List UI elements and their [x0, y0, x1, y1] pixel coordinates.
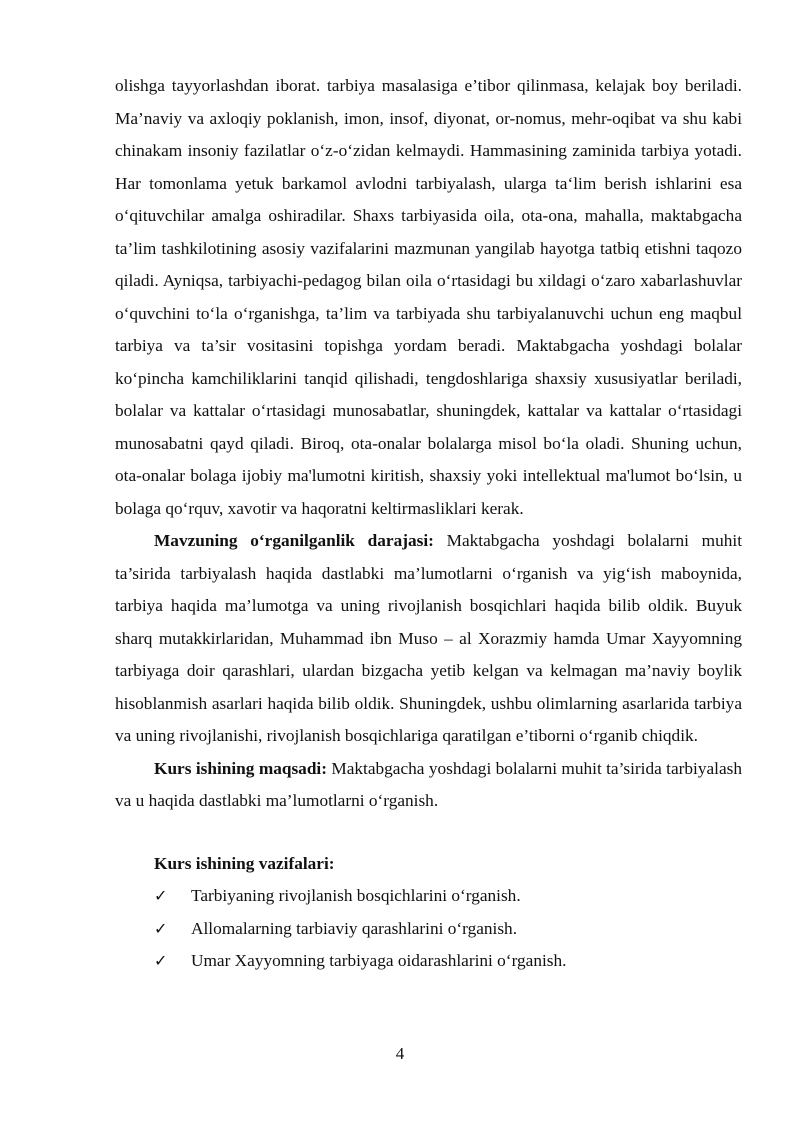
checkmark-icon: ✓ [154, 886, 168, 905]
goal-text: Maktabgacha yoshdagi bolalarni muhit ta’sirida tarbiyalash va u haqida dastlabki ma’lumotlarni o‘rganish. [115, 758, 742, 810]
tasks-heading: Kurs ishining vazifalari: [154, 853, 335, 873]
study-level-paragraph [115, 525, 742, 753]
tasks-list [115, 880, 742, 978]
list-item [115, 913, 742, 946]
task-text: Allomalarning tarbiaviy qarashlarini o‘rganish. [191, 918, 518, 938]
document-page [115, 70, 742, 978]
list-item [115, 880, 742, 913]
task-text: Umar Xayyomning tarbiyaga oidarashlarini o‘rganish. [191, 951, 567, 970]
page-number: 4 [395, 1044, 405, 1063]
checkmark-icon: ✓ [154, 918, 168, 938]
goal-paragraph [115, 753, 742, 818]
task-text: Tarbiyaning rivojlanish bosqichlarini o‘rganish. [191, 886, 521, 905]
list-item [115, 945, 742, 978]
checkmark-icon: ✓ [154, 951, 168, 970]
study-level-text: Maktabgacha yoshdagi bolalarni muhit ta’sirida tarbiyalash haqida dastlabki ma’lumotlarni o‘rganish va yig‘ish maboynida, tarbiya haqida ma’lumotga va uning rivojlanish bosqichlari haqida bilib oldik. Buyuk sharq mutakkirlaridan, Muhammad ibn Muso – al Xorazmiy hamda Umar Xayyomning tarbiyaga doir qarashlari, ulardan bizgacha yetib kelgan va kelmagan ma’naviy boylik hisoblanmish asarlari haqida bilib oldik. Shuningdek, ushbu olimlarning asarlarida tarbiya va uning rivojlanishi, rivojlanish bosqichlariga qaratilgan e’tiborni o‘rganib chiqdik. [115, 531, 742, 745]
study-level-heading: Mavzuning o‘rganilganlik darajasi: [154, 531, 434, 550]
intro-paragraph: olishga tayyorlashdan iborat. tarbiya masalasiga e’tibor qilinmasa, kelajak boy beriladi. Ma’naviy va axloqiy poklanish, imon, insof, diyonat, or-nomus, mehr-oqibat va shu kabi chinakam insoniy fazilatlar o‘z-o‘zidan kelmaydi. Hammasining zaminida tarbiya yotadi. Har tomonlama yetuk barkamol avlodni tarbiyalash, ularga ta‘lim berish ishlarini esa o‘qituvchilar amalga oshiradilar. Shaxs tarbiyasida oila, ota-ona, mahalla, maktabgacha ta’lim tashkilotining asosiy vazifalarini mazmunan yangilab hayotga tatbiq etishni taqozo qiladi. Ayniqsa, tarbiyachi-pedagog bilan oila o‘rtasidagi bu xildagi o‘zaro xabarlashuvlar o‘quvchini to‘la o‘rganishga, ta’lim va tarbiyada shu tarbiyalanuvchi uchun eng maqbul tarbiya va ta’sir vositasini topishga yordam beradi. Maktabgacha yoshdagi bolalar ko‘pincha kamchiliklarini tanqid qilishadi, tengdoshlariga shaxsiy xususiyatlar beriladi, bolalar va kattalar o‘rtasidagi munosabatlar, shuningdek, kattalar va kattalar o‘rtasidagi munosabatni qayd qiladi. Biroq, ota-onalar bolalarga misol bo‘la oladi. Shuning uchun, ota-onalar bolaga ijobiy ma'lumotni kiritish, shaxsiy yoki intellektual ma'lumot bo‘lsin, u bolaga qo‘rquv, xavotir va haqoratni keltirmasliklari kerak. [115, 76, 742, 518]
goal-heading: Kurs ishining maqsadi: [154, 758, 327, 778]
